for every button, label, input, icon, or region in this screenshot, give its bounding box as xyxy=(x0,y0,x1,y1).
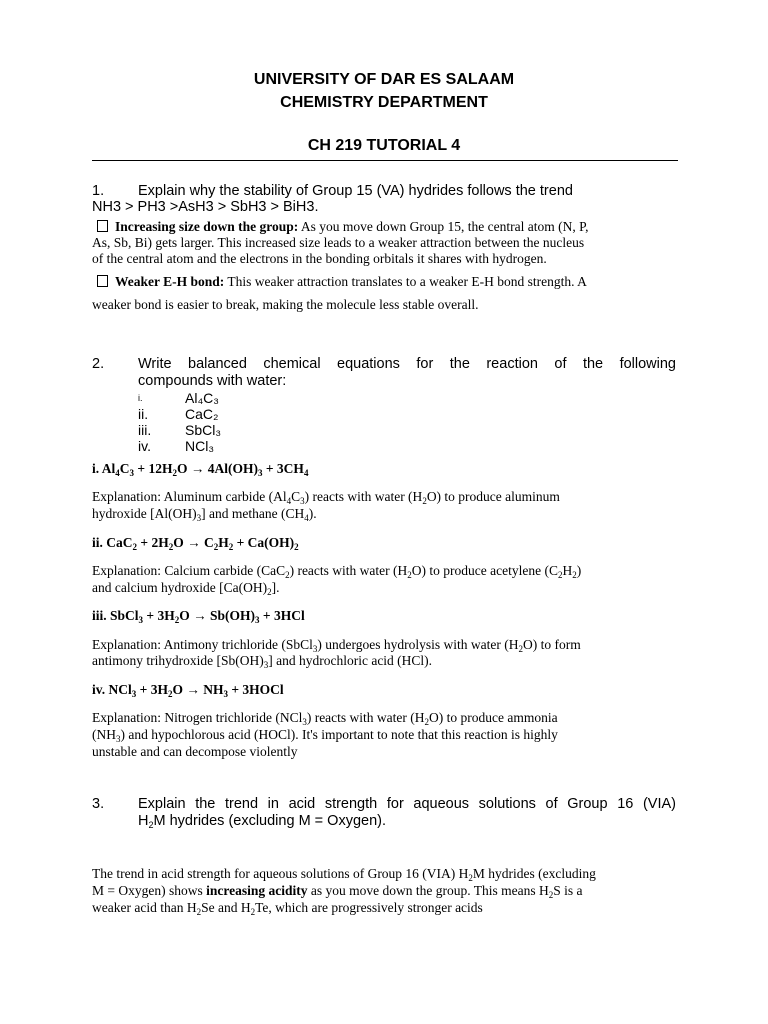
text-run: M hydrides (excluding M = Oxygen). xyxy=(153,813,386,829)
text-run: + 3CH xyxy=(262,461,304,476)
text-run: ) xyxy=(576,563,582,578)
text-run: O → NH xyxy=(172,682,224,697)
subscript: 3 xyxy=(131,689,137,699)
answer-3-line-3 xyxy=(92,900,483,916)
subscript: 2 xyxy=(422,496,427,506)
text-run: i. xyxy=(92,461,100,476)
subscript: 3 xyxy=(116,734,121,744)
subscript: 3 xyxy=(300,496,305,506)
text-run: ii. xyxy=(138,406,149,422)
q1-bullet-2-line-2: weaker bond is easier to break, making the molecule less stable overall. xyxy=(92,297,479,312)
answer-3-line-1 xyxy=(92,866,596,882)
text-run: SbCl xyxy=(110,608,139,623)
subscript: 3 xyxy=(263,660,269,670)
text-run: ) reacts with water (H xyxy=(306,710,425,725)
subscript: 2 xyxy=(468,873,473,883)
text-run: antimony trihydroxide [Sb(OH) xyxy=(92,653,264,668)
text-run: M hydrides (excluding xyxy=(472,866,596,881)
text-run: + 12H xyxy=(134,461,173,476)
subscript: 4 xyxy=(303,468,309,478)
subscript: 3 xyxy=(196,513,202,523)
equation-ii xyxy=(92,535,299,551)
q1-bullet-1-line-1 xyxy=(97,219,677,235)
subscript: 2 xyxy=(168,542,174,552)
text-run: Explanation: Antimony trichloride (SbCl xyxy=(92,637,313,652)
text-run: O → C xyxy=(173,535,214,550)
text-run: and calcium hydroxide [Ca(OH) xyxy=(92,580,268,595)
subscript: 4 xyxy=(286,496,292,506)
subscript: 2 xyxy=(213,542,219,552)
subscript: 3 xyxy=(138,615,144,625)
text-run: + 3H xyxy=(143,608,175,623)
text-run: Explanation: Nitrogen trichloride (NCl xyxy=(92,710,303,725)
subscript: 3 xyxy=(312,644,318,654)
text-run: ii. xyxy=(92,535,103,550)
question-3-number: 3. xyxy=(92,796,105,812)
text-run: CaC xyxy=(106,535,133,550)
text-run: + 2H xyxy=(137,535,169,550)
text-run: C xyxy=(119,461,130,476)
header-rule xyxy=(92,160,678,161)
subscript: 3 xyxy=(257,468,263,478)
text-run: + 3H xyxy=(136,682,168,697)
question-3-line-2 xyxy=(138,813,386,829)
text-run: Explanation: Calcium carbide (CaC xyxy=(92,563,286,578)
text-run: + 3HCl xyxy=(259,608,305,623)
subscript: 4 xyxy=(115,468,120,478)
text-run: iii. xyxy=(92,608,107,623)
text-run: SbCl₃ xyxy=(185,422,222,438)
subscript: 3 xyxy=(129,468,135,478)
text-run: ) undergoes hydrolysis with water (H xyxy=(317,637,519,652)
department-title: CHEMISTRY DEPARTMENT xyxy=(280,94,488,111)
text-run: Increasing size down the group: xyxy=(115,219,299,234)
text-run: as you move down the group. This means H xyxy=(307,883,549,898)
subscript: 2 xyxy=(132,542,138,552)
text-run: iv. xyxy=(138,438,151,454)
tutorial-title: CH 219 TUTORIAL 4 xyxy=(307,137,461,154)
text-run: Al₄C₃ xyxy=(185,390,219,406)
text-run: ) reacts with water (H xyxy=(289,563,408,578)
subscript: 2 xyxy=(518,644,523,654)
text-run: ). xyxy=(308,506,317,521)
question-3-line-1: Explain the trend in acid strength for aqueous solutions of Group 16 (VIA) xyxy=(138,796,676,812)
explanation-iii-line-1 xyxy=(92,637,581,653)
question-1-number: 1. xyxy=(92,183,105,199)
text-run: ]. xyxy=(271,580,280,595)
text-run: O) to form xyxy=(522,637,581,652)
text-run: O) to produce acetylene (C xyxy=(411,563,558,578)
text-run: The trend in acid strength for aqueous solutions of Group 16 (VIA) H xyxy=(92,866,469,881)
explanation-iv-line-2 xyxy=(92,727,558,743)
equation-iii xyxy=(92,608,305,624)
text-run: H xyxy=(562,563,573,578)
subscript: 2 xyxy=(267,587,272,597)
text-run: M = Oxygen) shows xyxy=(92,883,207,898)
equation-i xyxy=(92,461,308,477)
checkbox-icon xyxy=(97,275,108,287)
text-run: CaC₂ xyxy=(185,406,219,422)
text-run: iii. xyxy=(138,422,152,438)
subscript: 2 xyxy=(407,570,412,580)
text-run: Weaker E-H bond: xyxy=(115,274,225,289)
subscript: 2 xyxy=(196,907,202,917)
text-run: Te, which are progressively stronger acids xyxy=(255,900,483,915)
text-run: Al xyxy=(101,461,116,476)
text-run: This weaker attraction translates to a weaker E-H bond strength. A xyxy=(224,274,587,289)
text-run: (NH xyxy=(92,727,116,742)
explanation-iv-line-1 xyxy=(92,710,558,726)
question-2-number: 2. xyxy=(92,356,105,372)
text-run: S is a xyxy=(553,883,583,898)
text-run: ] and hydrochloric acid (HCl). xyxy=(268,653,433,668)
text-run: C xyxy=(291,489,301,504)
subscript: 2 xyxy=(167,689,173,699)
q1-bullet-2-line-1 xyxy=(97,274,587,290)
explanation-iii-line-2 xyxy=(92,653,432,669)
subscript: 3 xyxy=(302,717,307,727)
subscript: 4 xyxy=(304,513,309,523)
subscript: 2 xyxy=(172,468,177,478)
question-1-text: Explain why the stability of Group 15 (VA) hydrides follows the trend xyxy=(138,183,573,199)
question-2-line-1: Write balanced chemical equations for the reaction of the following xyxy=(138,356,676,372)
subscript: 2 xyxy=(557,570,563,580)
subscript: 2 xyxy=(548,890,554,900)
text-run: NCl₃ xyxy=(185,438,215,454)
explanation-ii-line-2 xyxy=(92,580,279,596)
text-run: O) to produce ammonia xyxy=(429,710,558,725)
university-title: UNIVERSITY OF DAR ES SALAAM xyxy=(253,71,515,88)
q1-bullet-1-line-2: As, Sb, Bi) gets larger. This increased size leads to a weaker attraction between the nucleus xyxy=(92,235,585,250)
subscript: 2 xyxy=(294,542,299,552)
explanation-i-line-2 xyxy=(92,506,317,522)
question-1-trend: NH3 > PH3 >AsH3 > SbH3 > BiH3. xyxy=(92,199,319,215)
subscript: 2 xyxy=(285,570,290,580)
text-run: O → 4Al(OH) xyxy=(176,461,258,476)
text-run: + 3HOCl xyxy=(227,682,284,697)
q1-bullet-1-line-3: of the central atom and the electrons in the bonding orbitals it shares with hydrogen. xyxy=(92,251,547,266)
text-run: + Ca(OH) xyxy=(233,535,295,550)
text-run: As you move down Group 15, the central atom (N, P, xyxy=(298,219,589,234)
explanation-iv-line-3: unstable and can decompose violently xyxy=(92,744,298,759)
text-run: O) to produce aluminum xyxy=(426,489,560,504)
subscript: 2 xyxy=(174,615,180,625)
equation-iv xyxy=(92,682,284,698)
question-2-line-2: compounds with water: xyxy=(138,373,287,389)
subscript: 2 xyxy=(424,717,430,727)
answer-3-line-2 xyxy=(92,883,583,899)
text-run: H xyxy=(218,535,229,550)
explanation-ii-line-1 xyxy=(92,563,581,579)
text-run: H xyxy=(138,813,149,829)
text-run: NCl xyxy=(108,682,132,697)
text-run: i. xyxy=(138,393,143,403)
subscript: 2 xyxy=(250,907,256,917)
subscript: 3 xyxy=(255,615,260,625)
text-run: weaker acid than H xyxy=(92,900,197,915)
text-run: ) and hypochlorous acid (HOCl). It's important to note that this reaction is highly xyxy=(120,727,558,742)
checkbox-icon xyxy=(97,220,108,232)
text-run: increasing acidity xyxy=(206,883,308,898)
subscript: 2 xyxy=(572,570,577,580)
text-run: Explanation: Aluminum carbide (Al xyxy=(92,489,287,504)
subscript: 2 xyxy=(228,542,234,552)
explanation-i-line-1 xyxy=(92,489,560,505)
text-run: Se and H xyxy=(201,900,251,915)
subscript: 3 xyxy=(223,689,228,699)
text-run: ) reacts with water (H xyxy=(304,489,423,504)
subscript: 2 xyxy=(148,820,154,830)
text-run: hydroxide [Al(OH) xyxy=(92,506,197,521)
text-run: iv. xyxy=(92,682,106,697)
text-run: ] and methane (CH xyxy=(201,506,305,521)
text-run: O → Sb(OH) xyxy=(179,608,256,623)
